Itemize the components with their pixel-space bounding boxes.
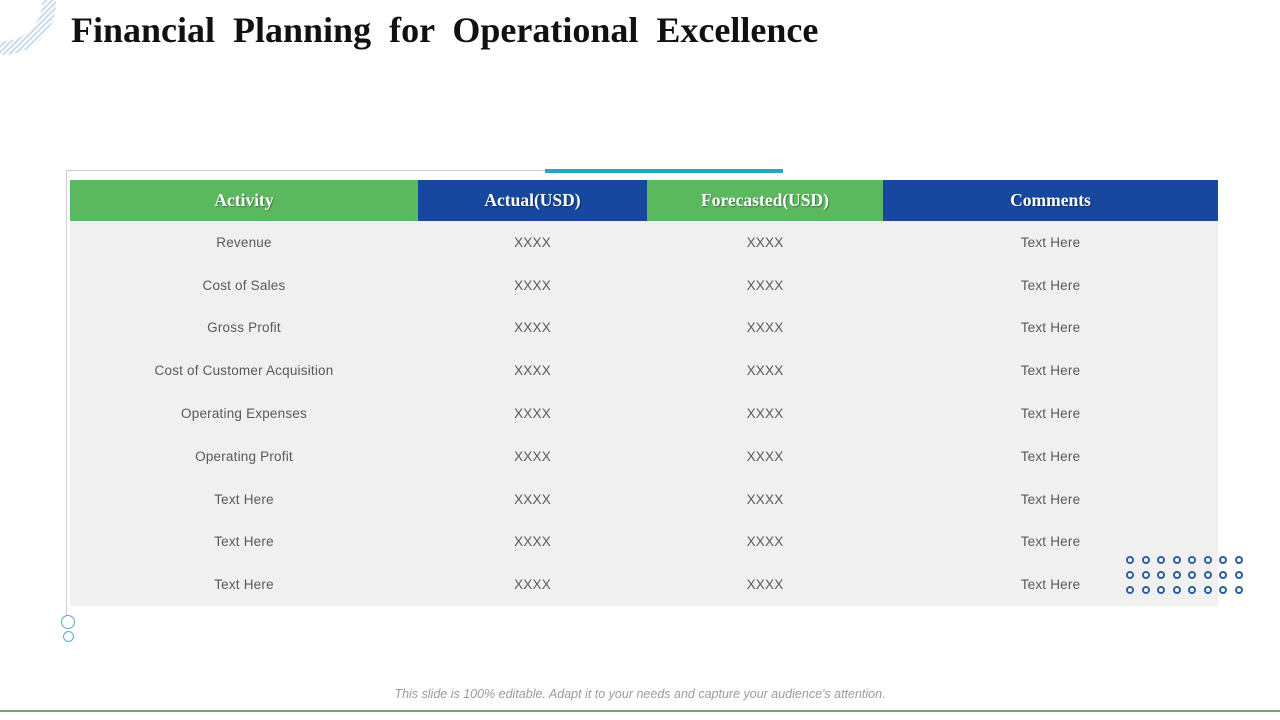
mini-circle-small-icon	[63, 631, 74, 642]
header-comments: Comments	[883, 180, 1218, 221]
cell-actual: XXXX	[514, 363, 551, 379]
cell-comments: Text Here	[1020, 491, 1081, 507]
dot-icon	[1157, 556, 1165, 564]
table-row	[70, 307, 1218, 350]
table-row	[70, 392, 1218, 435]
bottom-green-line	[0, 710, 1280, 712]
table-row	[70, 349, 1218, 392]
dot-icon	[1188, 571, 1196, 579]
cell-forecasted: XXXX	[746, 406, 784, 422]
dot-icon	[1142, 556, 1150, 564]
cell-actual: XXXX	[514, 448, 551, 464]
header-activity: Activity	[70, 180, 418, 221]
cell-forecasted: XXXX	[746, 448, 784, 464]
cell-actual: XXXX	[514, 277, 551, 293]
cell-comments: Text Here	[1020, 577, 1081, 593]
dot-icon	[1173, 556, 1181, 564]
dot-icon	[1188, 556, 1196, 564]
cell-comments: Text Here	[1020, 406, 1081, 422]
dot-icon	[1157, 571, 1165, 579]
cell-comments: Text Here	[1020, 448, 1081, 464]
cell-activity: Cost of Customer Acquisition	[154, 363, 334, 379]
table-row	[70, 221, 1218, 264]
cell-forecasted: XXXX	[746, 534, 784, 550]
cell-activity: Text Here	[214, 577, 274, 593]
dot-icon	[1126, 586, 1134, 594]
cell-actual: XXXX	[514, 491, 551, 507]
cell-actual: XXXX	[514, 534, 551, 550]
dot-icon	[1173, 571, 1181, 579]
dot-icon	[1204, 556, 1212, 564]
dot-icon	[1235, 556, 1243, 564]
header-actual: Actual(USD)	[418, 180, 647, 221]
dot-icon	[1235, 571, 1243, 579]
dot-icon	[1173, 586, 1181, 594]
cell-activity: Gross Profit	[207, 320, 281, 336]
financial-table	[70, 180, 1218, 606]
cell-forecasted: XXXX	[746, 363, 784, 379]
table-row	[70, 563, 1218, 606]
cell-activity: Operating Profit	[195, 448, 293, 464]
cell-comments: Text Here	[1020, 534, 1081, 550]
table-row	[70, 264, 1218, 307]
dot-icon	[1126, 556, 1134, 564]
dot-icon	[1126, 571, 1134, 579]
slide-title: Financial Planning for Operational Excellence	[71, 10, 819, 50]
mini-circle-large-icon	[61, 615, 75, 629]
cell-activity: Cost of Sales	[202, 277, 286, 293]
cell-activity: Revenue	[216, 234, 272, 250]
dot-icon	[1219, 556, 1227, 564]
table-row	[70, 435, 1218, 478]
cell-actual: XXXX	[514, 320, 551, 336]
table-body	[70, 221, 1218, 606]
cell-comments: Text Here	[1020, 277, 1081, 293]
dot-icon	[1219, 571, 1227, 579]
cell-forecasted: XXXX	[746, 234, 784, 250]
cell-comments: Text Here	[1020, 363, 1081, 379]
cell-actual: XXXX	[514, 406, 551, 422]
table-header-row	[70, 180, 1218, 221]
dot-icon	[1204, 571, 1212, 579]
dot-icon	[1235, 586, 1243, 594]
dot-icon	[1204, 586, 1212, 594]
dot-icon	[1157, 586, 1165, 594]
cell-forecasted: XXXX	[746, 277, 784, 293]
dot-grid-decoration	[1126, 556, 1243, 594]
corner-arc-decoration	[0, 0, 78, 78]
cell-forecasted: XXXX	[746, 320, 784, 336]
header-forecasted: Forecasted(USD)	[647, 180, 883, 221]
table-frame-left-line	[66, 170, 67, 616]
teal-accent-line	[545, 169, 783, 173]
cell-forecasted: XXXX	[746, 491, 784, 507]
dot-icon	[1142, 571, 1150, 579]
dot-icon	[1142, 586, 1150, 594]
table-row	[70, 521, 1218, 564]
cell-actual: XXXX	[514, 234, 551, 250]
cell-activity: Text Here	[214, 491, 274, 507]
cell-activity: Text Here	[214, 534, 274, 550]
cell-comments: Text Here	[1020, 320, 1081, 336]
cell-forecasted: XXXX	[746, 577, 784, 593]
cell-activity: Operating Expenses	[181, 406, 307, 422]
table-frame-top-line	[66, 170, 547, 171]
dot-icon	[1219, 586, 1227, 594]
table-row	[70, 478, 1218, 521]
dot-icon	[1188, 586, 1196, 594]
footer-note: This slide is 100% editable. Adapt it to your needs and capture your audience's attention.	[394, 687, 886, 701]
cell-comments: Text Here	[1020, 234, 1081, 250]
cell-actual: XXXX	[514, 577, 551, 593]
